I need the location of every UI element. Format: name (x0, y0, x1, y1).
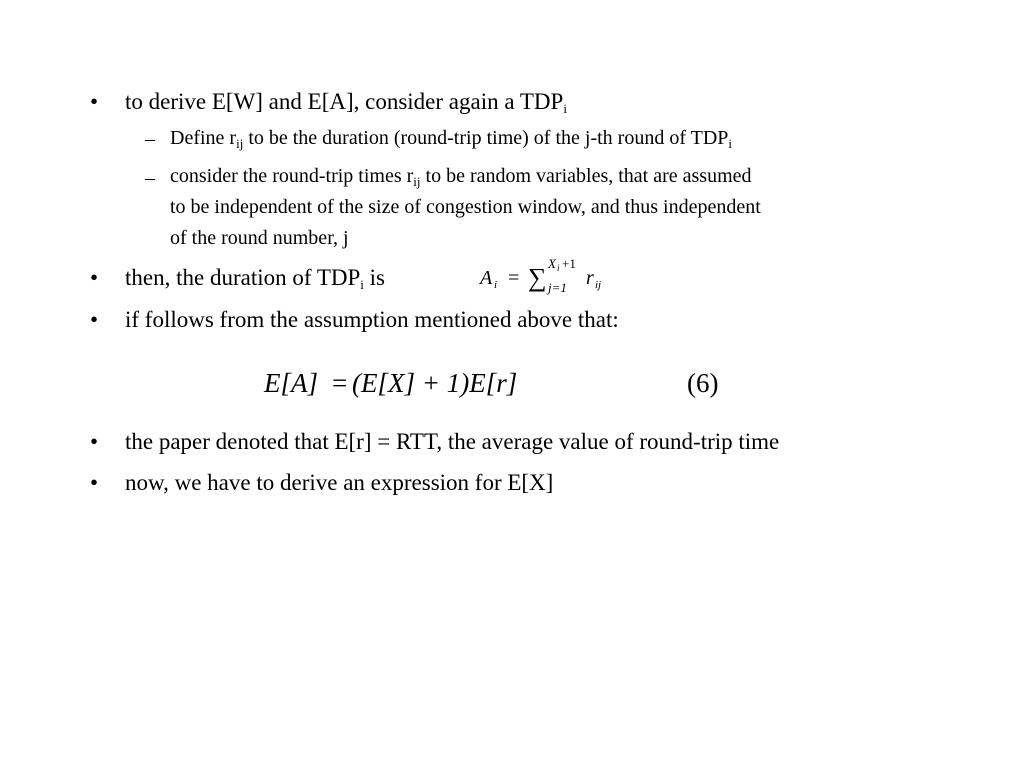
bullet-marker: • (90, 307, 99, 332)
formula-upper-sub: i (557, 263, 560, 273)
expected-duration-equation (262, 360, 722, 408)
formula-term-sub: ij (595, 279, 602, 291)
bullet-marker: • (90, 265, 99, 290)
subbullet-2-sub: ij (413, 174, 421, 189)
formula-lhs-sub: i (494, 279, 498, 291)
formula-upper: X (548, 256, 556, 271)
formula-lower: j=1 (548, 280, 567, 295)
bullet-marker: • (90, 470, 99, 495)
subbullet-2-post: to be random variables, that are assumed (420, 165, 752, 187)
subbullet-1 (170, 123, 732, 154)
duration-formula (478, 254, 643, 298)
equation-lhs: E[A] (264, 368, 318, 398)
subbullet-1-pre: Define r (170, 127, 237, 149)
formula-lhs: A (480, 267, 493, 289)
bullet-1-subscript: i (563, 101, 567, 116)
subbullet-2-line-1 (170, 161, 761, 192)
formula-equals: = (508, 267, 520, 289)
subbullet-1-post: to be the duration (round-trip time) of the j-th round of TDP (243, 127, 729, 149)
equation-equals: = (332, 368, 348, 398)
bullet-2 (125, 264, 385, 292)
formula-upper-tail: +1 (562, 256, 576, 271)
subbullet-2 (170, 161, 761, 254)
formula-term: r (586, 267, 594, 289)
bullet-3: if follows from the assumption mentioned above that: (125, 307, 619, 332)
subbullet-2-pre: consider the round-trip times r (170, 165, 414, 187)
sum-icon: ∑ (528, 263, 547, 292)
bullet-4: the paper denoted that E[r] = RTT, the average value of round-trip time (125, 429, 780, 454)
bullet-1-text: to derive E[W] and E[A], consider again a TDP (125, 89, 564, 114)
dash-marker: – (145, 128, 155, 150)
bullet-1 (125, 88, 567, 116)
bullet-2-text: then, the duration of TDP (125, 265, 361, 290)
bullet-2-after: is (363, 265, 386, 290)
dash-marker: – (145, 167, 155, 189)
equation-number: (6) (687, 368, 719, 398)
bullet-5: now, we have to derive an expression for E[X] (125, 470, 554, 495)
subbullet-2-line-3: of the round number, j (170, 227, 349, 249)
subbullet-1-sub: ij (236, 136, 244, 151)
bullet-marker: • (90, 429, 99, 454)
subbullet-2-line-2: to be independent of the size of congestion window, and thus independent (170, 196, 761, 218)
equation-rhs: (E[X] + 1)E[r] (352, 368, 518, 398)
bullet-2-subscript: i (360, 277, 364, 292)
bullet-marker: • (90, 89, 99, 114)
subbullet-1-sub2: i (728, 136, 733, 151)
